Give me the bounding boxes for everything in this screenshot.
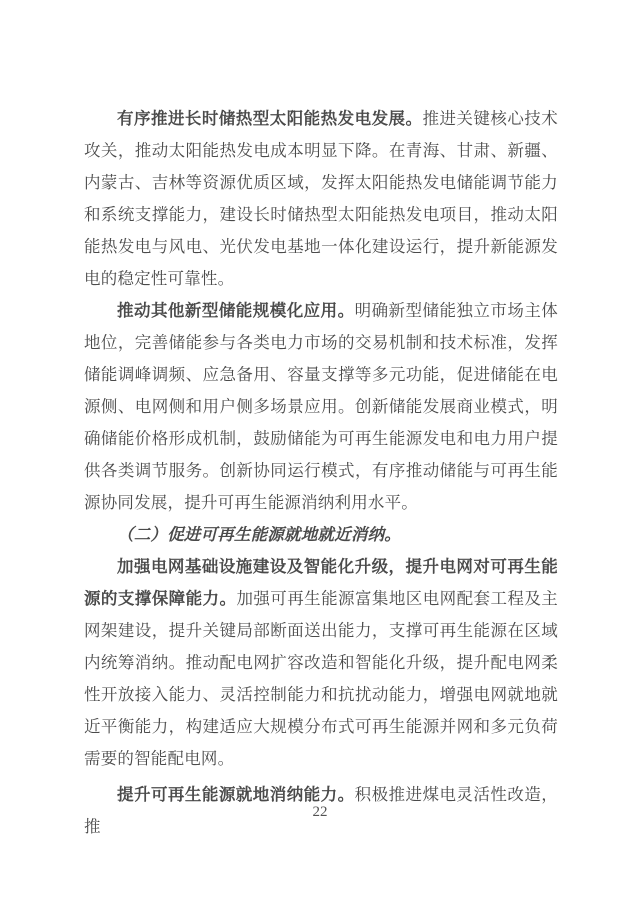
paragraph-local-absorption-body: 积极推进煤电灵活性改造，推 bbox=[84, 785, 558, 836]
paragraph-solar-thermal-body: 推进关键核心技术攻关，推动太阳能热发电成本明显下降。在青海、甘肃、新疆、内蒙古、吉林等资源优质区域，发挥太阳能热发电储能调节能力和系统支撑能力，建设长时储热型太阳能热发电项目，推动太阳能热发电与风电、光伏发电基地一体化建设运行，提升新能源发电的稳定性可靠性。 bbox=[84, 109, 558, 288]
paragraph-solar-thermal-lead: 有序推进长时储热型太阳能热发电发展。 bbox=[117, 109, 423, 128]
page-number: 22 bbox=[312, 804, 328, 820]
paragraph-new-storage bbox=[84, 295, 558, 519]
paragraph-grid-infrastructure bbox=[84, 551, 558, 775]
section-heading-local-consumption: （二）促进可再生能源就地就近消纳。 bbox=[117, 525, 401, 544]
paragraph-grid-infrastructure-body: 加强可再生能源富集地区电网配套工程及主网架建设，提升关键局部断面送出能力，支撑可再生能源在区域内统筹消纳。推动配电网扩容改造和智能化升级，提升配电网柔性开放接入能力、灵活控制能力和抗扰动能力，增强电网就地就近平衡能力，构建适应大规模分布式可再生能源并网和多元负荷需要的智能配电网。 bbox=[84, 589, 558, 768]
paragraph-local-absorption-lead: 提升可再生能源就地消纳能力。 bbox=[117, 785, 355, 804]
paragraph-new-storage-body: 明确新型储能独立市场主体地位，完善储能参与各类电力市场的交易机制和技术标准，发挥储能调峰调频、应急备用、容量支撑等多元功能，促进储能在电源侧、电网侧和用户侧多场景应用。创新储能发展商业模式，明确储能价格形成机制，鼓励储能为可再生能源发电和电力用户提供各类调节服务。创新协同运行模式，有序推动储能与可再生能源协同发展，提升可再生能源消纳利用水平。 bbox=[84, 301, 558, 512]
page-content bbox=[84, 103, 558, 843]
paragraph-new-storage-lead: 推动其他新型储能规模化应用。 bbox=[117, 301, 355, 320]
paragraph-grid-infrastructure-lead: 加强电网基础设施建设及智能化升级，提升电网对可再生能源的支撑保障能力。 bbox=[84, 557, 558, 608]
paragraph-solar-thermal bbox=[84, 103, 558, 295]
